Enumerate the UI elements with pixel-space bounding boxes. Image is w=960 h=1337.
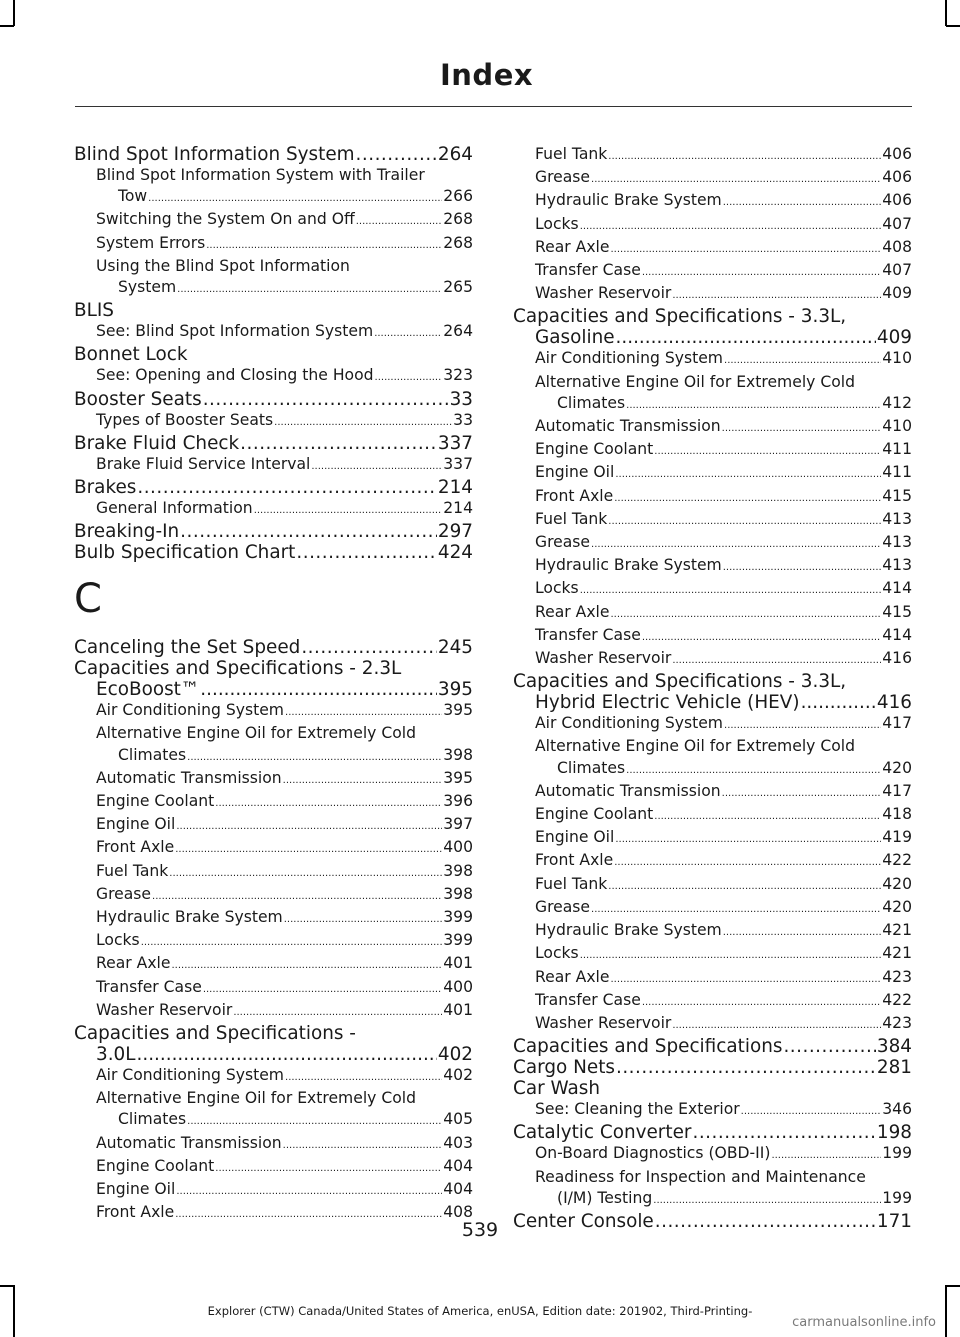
index-entry-sub[interactable]: Washer Reservoir ..... 423 [513, 1013, 912, 1036]
index-entry-sub[interactable]: Hydraulic Brake System ..... 421 [513, 920, 912, 943]
index-entry-sub[interactable]: Fuel Tank ..... 413 [513, 509, 912, 532]
index-entry-sub[interactable]: Rear Axle ..... 415 [513, 602, 912, 625]
index-entry-main[interactable]: Capacities and Specifications - 2.3L EcoBoost™ ..... 395 [74, 658, 473, 700]
index-entry-sub[interactable]: Engine Coolant ..... 396 [74, 791, 473, 814]
index-entry-sub[interactable]: Engine Coolant ..... 411 [513, 439, 912, 462]
index-entry-sub[interactable]: Hydraulic Brake System ..... 399 [74, 907, 473, 930]
sub-entry-list [74, 1065, 473, 1225]
index-entry-sub[interactable]: System Errors ..... 268 [74, 233, 473, 256]
index-entry-sub[interactable]: Rear Axle ..... 401 [74, 953, 473, 976]
index-entry-sub[interactable]: Front Axle ..... 415 [513, 486, 912, 509]
index-entry-sub[interactable]: Locks ..... 421 [513, 943, 912, 966]
index-entry-sub[interactable]: Grease ..... 420 [513, 897, 912, 920]
index-entry-main[interactable]: Blind Spot Information System ..... 264 [74, 144, 473, 165]
index-entry-sub[interactable]: Blind Spot Information System with Trailer Tow ..... 266 [74, 165, 473, 209]
index-column-right [513, 144, 912, 1232]
index-entry-sub[interactable]: Grease ..... 413 [513, 532, 912, 555]
index-entry-main[interactable]: Booster Seats ..... 33 [74, 389, 473, 410]
index-entry-sub[interactable]: Air Conditioning System ..... 417 [513, 713, 912, 736]
index-entry-sub[interactable]: Front Axle ..... 400 [74, 837, 473, 860]
sub-entry-list [513, 713, 912, 1036]
index-entry-sub[interactable]: Automatic Transmission ..... 395 [74, 768, 473, 791]
index-entry-sub[interactable]: See: Cleaning the Exterior ..... 346 [513, 1099, 912, 1122]
watermark: carmanualsonline.info [792, 1315, 936, 1330]
index-entry-main[interactable]: Capacities and Specifications ..... 384 [513, 1036, 912, 1057]
index-entry-sub[interactable]: Rear Axle ..... 408 [513, 237, 912, 260]
index-entry-sub[interactable]: Fuel Tank ..... 398 [74, 861, 473, 884]
index-entry-main: BLIS [74, 300, 114, 322]
index-entry-sub[interactable]: On-Board Diagnostics (OBD-II) ..... 199 [513, 1143, 912, 1166]
header-rule [75, 106, 912, 107]
index-entry-sub[interactable]: Engine Oil ..... 397 [74, 814, 473, 837]
index-entry-main[interactable]: Brake Fluid Check ..... 337 [74, 433, 473, 454]
index-entry-main[interactable]: Brakes ..... 214 [74, 477, 473, 498]
index-entry-sub[interactable]: Locks ..... 407 [513, 214, 912, 237]
index-entry-sub[interactable]: Switching the System On and Off ..... 268 [74, 209, 473, 232]
index-entry-sub[interactable]: Locks ..... 399 [74, 930, 473, 953]
index-entry-sub[interactable]: Fuel Tank ..... 406 [513, 144, 912, 167]
index-entry-sub[interactable]: Alternative Engine Oil for Extremely Cold Climates ..... 412 [513, 372, 912, 416]
crop-mark [945, 0, 947, 26]
index-entry-sub[interactable]: Transfer Case ..... 414 [513, 625, 912, 648]
index-entry-sub[interactable]: Readiness for Inspection and Maintenance (I/M) Testing ..... 199 [513, 1167, 912, 1211]
index-entry-sub[interactable]: Automatic Transmission ..... 410 [513, 416, 912, 439]
index-entry-sub[interactable]: Alternative Engine Oil for Extremely Cold Climates ..... 398 [74, 723, 473, 767]
index-entry-sub[interactable]: Washer Reservoir ..... 416 [513, 648, 912, 671]
index-entry-main: Car Wash [513, 1078, 601, 1100]
index-entry-sub[interactable]: Grease ..... 406 [513, 167, 912, 190]
index-entry-main[interactable]: Catalytic Converter ..... 198 [513, 1122, 912, 1143]
index-entry-sub[interactable]: Front Axle ..... 422 [513, 850, 912, 873]
index-entry-sub[interactable]: Transfer Case ..... 422 [513, 990, 912, 1013]
index-entry-sub[interactable]: Hydraulic Brake System ..... 406 [513, 190, 912, 213]
index-entry-sub[interactable]: Engine Oil ..... 411 [513, 462, 912, 485]
page-title: Index [440, 58, 534, 92]
index-entry-sub[interactable]: Types of Booster Seats ..... 33 [74, 410, 473, 433]
sub-entry-list [513, 144, 912, 306]
footer-text: Explorer (CTW) Canada/United States of America, enUSA, Edition date: 201902, Third-Printing- [207, 1304, 753, 1318]
index-entry-sub[interactable]: Washer Reservoir ..... 409 [513, 283, 912, 306]
index-entry-sub[interactable]: Transfer Case ..... 407 [513, 260, 912, 283]
index-entry-sub[interactable]: Air Conditioning System ..... 395 [74, 700, 473, 723]
index-entry-sub[interactable]: Automatic Transmission ..... 403 [74, 1133, 473, 1156]
page-number: 539 [461, 1219, 499, 1241]
index-entry-main[interactable]: Capacities and Specifications - 3.3L, Gasoline ..... 409 [513, 306, 912, 348]
sub-entry-list [74, 700, 473, 1023]
crop-mark [0, 25, 14, 27]
index-entry-sub[interactable]: Engine Oil ..... 404 [74, 1179, 473, 1202]
index-entry-sub[interactable]: Brake Fluid Service Interval ..... 337 [74, 454, 473, 477]
index-entry-main: Bonnet Lock [74, 344, 188, 366]
index-entry-main[interactable]: Bulb Specification Chart ..... 424 [74, 542, 473, 563]
index-entry-sub[interactable]: See: Blind Spot Information System ..... 264 [74, 321, 473, 344]
index-entry-sub[interactable]: Using the Blind Spot Information System ..... 265 [74, 256, 473, 300]
index-entry-sub[interactable]: Rear Axle ..... 423 [513, 967, 912, 990]
index-entry-main[interactable]: Cargo Nets ..... 281 [513, 1057, 912, 1078]
index-entry-sub[interactable]: Automatic Transmission ..... 417 [513, 781, 912, 804]
crop-mark [946, 25, 960, 27]
index-entry-sub[interactable]: Front Axle ..... 408 [74, 1202, 473, 1225]
index-entry-main[interactable]: Canceling the Set Speed ..... 245 [74, 637, 473, 658]
index-entry-sub[interactable]: Air Conditioning System ..... 402 [74, 1065, 473, 1088]
index-entry-main[interactable]: Center Console ..... 171 [513, 1211, 912, 1232]
crop-mark [946, 1285, 960, 1287]
index-entry-sub[interactable]: Hydraulic Brake System ..... 413 [513, 555, 912, 578]
index-entry-sub[interactable]: Locks ..... 414 [513, 578, 912, 601]
index-entry-sub[interactable]: Transfer Case ..... 400 [74, 977, 473, 1000]
index-entry-sub[interactable]: See: Opening and Closing the Hood ..... 323 [74, 365, 473, 388]
index-entry-main[interactable]: Capacities and Specifications - 3.3L, Hybrid Electric Vehicle (HEV) ..... 416 [513, 671, 912, 713]
sub-entry-list [513, 348, 912, 671]
index-entry-sub[interactable]: Washer Reservoir ..... 401 [74, 1000, 473, 1023]
index-column-left [74, 144, 473, 1226]
crop-mark [13, 0, 15, 26]
index-entry-sub[interactable]: Engine Coolant ..... 404 [74, 1156, 473, 1179]
index-entry-sub[interactable]: General Information ..... 214 [74, 498, 473, 521]
index-entry-sub[interactable]: Air Conditioning System ..... 410 [513, 348, 912, 371]
index-entry-main[interactable]: Breaking-In ..... 297 [74, 521, 473, 542]
index-entry-sub[interactable]: Engine Oil ..... 419 [513, 827, 912, 850]
index-entry-main[interactable]: Capacities and Specifications - 3.0L ..... 402 [74, 1023, 473, 1065]
crop-mark [0, 1285, 14, 1287]
index-entry-sub[interactable]: Grease ..... 398 [74, 884, 473, 907]
index-entry-sub[interactable]: Fuel Tank ..... 420 [513, 874, 912, 897]
index-entry-sub[interactable]: Engine Coolant ..... 418 [513, 804, 912, 827]
section-letter: C [74, 576, 102, 623]
index-entry-sub[interactable]: Alternative Engine Oil for Extremely Cold Climates ..... 405 [74, 1088, 473, 1132]
index-entry-sub[interactable]: Alternative Engine Oil for Extremely Cold Climates ..... 420 [513, 736, 912, 780]
